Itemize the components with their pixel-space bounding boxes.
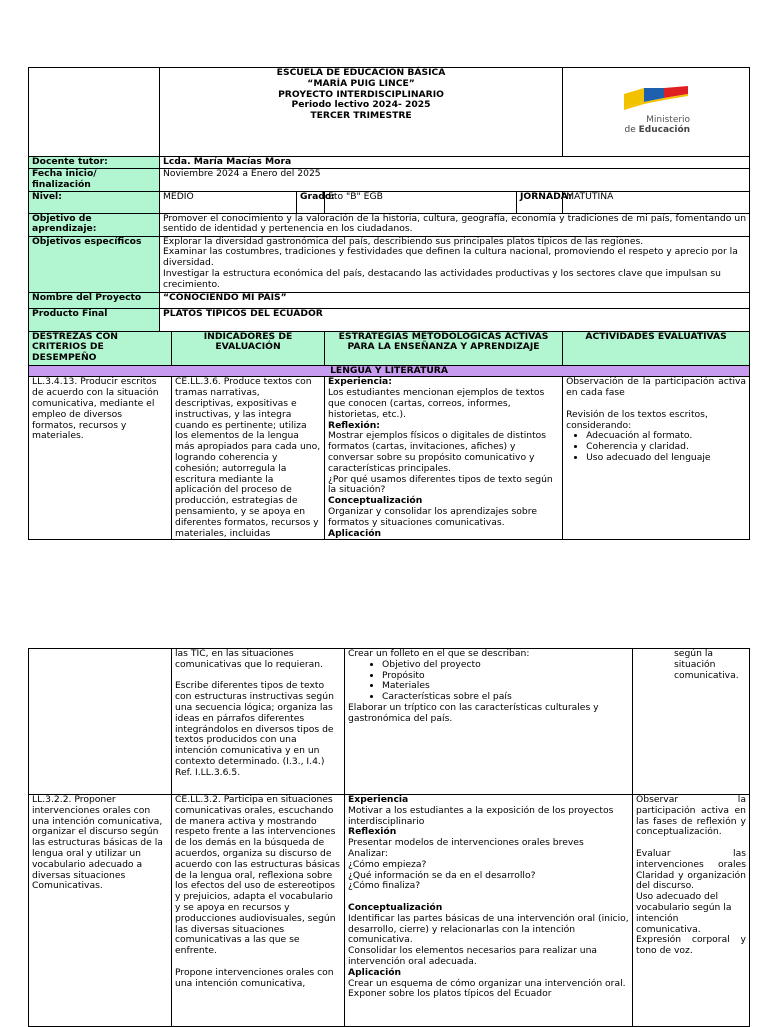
row1b-estr-list [348, 660, 629, 703]
especificos-value [160, 236, 750, 292]
school-name: “MARÍA PUIG LINCE” [307, 77, 415, 89]
row2-apl-text2: Exponer sobre los platos típicos del Ecuador [348, 988, 552, 1000]
row2-estrategias [345, 795, 633, 1027]
row2-destreza: LL.3.2.2. Proponer intervenciones orales con una intención comunicativa, organizar el discurso según las estructuras básicas de la lengua oral y utilizar un vocabulario adecuado a diversas situaciones Comunicativas. [29, 795, 172, 1027]
ministry-logo-word: Educación [638, 124, 691, 135]
planning-table-page2 [28, 648, 750, 1027]
term-label: TERCER TRIMESTRE [310, 110, 412, 122]
row2-con-text1: Identificar las partes básicas de una intervención oral (inicio, desarrollo, cierre) y relacionarlas con la intención comunicativa. [348, 912, 629, 946]
row1-apl-label: Aplicación [328, 527, 382, 539]
row1b-indicador-2: Escribe diferentes tipos de texto con estructuras instructivas según una secuencia lógica; organiza las ideas en párrafos diferentes integrándolos en diversos tipos de textos producidos con una intención comunicativa y en un contexto determinado. (I.3., I.4.) Ref. I.LL.3.6.5. [175, 680, 334, 778]
row2-apl-label: Aplicación [348, 966, 402, 978]
ministry-flag-icon [618, 86, 694, 112]
row1-exp-text: Los estudiantes mencionan ejemplos de textos que conocen (cartas, correos, informes, historietas, etc.). [328, 387, 545, 420]
row2-ref-analizar: Analizar: [348, 847, 389, 859]
jornada-value: MATUTINA [563, 191, 750, 213]
row1b-estrategias [345, 649, 633, 795]
row2-con-label: Conceptualización [348, 901, 443, 913]
objetivo-value: Promover el conocimiento y la valoración de la historia, cultura, geografía, economía y tradiciones de mi país, fomentando un sentido de identidad y pertenencia en los ciudadanos. [160, 213, 750, 236]
school-period: Periodo lectivo 2024- 2025 [291, 99, 431, 111]
row1b-estr-bullet: • Características sobre el país [382, 692, 629, 703]
especifico-1: Explorar la diversidad gastronómica del país, describiendo sus principales platos típicos de las regiones. [163, 235, 644, 247]
planning-table-page1 [28, 67, 750, 540]
producto-label: Producto Final [29, 308, 160, 331]
header-title-block [160, 68, 563, 157]
row1b-estr-bullet: • Objetivo del proyecto [382, 660, 629, 671]
jornada-label: JORNADA: [517, 191, 563, 213]
page-gap [0, 540, 768, 646]
row1-actividades [563, 377, 750, 540]
row2-actividades [633, 795, 750, 1027]
row1-destreza: LL.3.4.13. Producir escritos de acuerdo con la situación comunicativa, mediante el empleo de diversos formatos, recursos y materiales. [29, 377, 172, 540]
row1-con-label: Conceptualización [328, 495, 423, 507]
row1-act-bullet: • Uso adecuado del lenguaje [586, 453, 746, 464]
especifico-2: Examinar las costumbres, tradiciones y festividades que definen la cultura nacional, promoviendo el respeto y aprecio por la diversidad. [163, 246, 738, 269]
row1-estrategias [325, 377, 563, 540]
row2-ref-text: Presentar modelos de intervenciones orales breves [348, 837, 584, 849]
row1-act-1: Observación de la participación activa en cada fase [566, 376, 747, 399]
project-type: PROYECTO INTERDISCIPLINARIO [278, 88, 444, 100]
fecha-label: Fecha inicio/ finalización [29, 169, 160, 192]
proyecto-label: Nombre del Proyecto [29, 292, 160, 308]
row2-indicador-2: Propone intervenciones orales con una intención comunicativa, [175, 966, 334, 989]
row2-act-3: Uso adecuado del vocabulario según la intención comunicativa. [636, 891, 732, 935]
row2-indicador [172, 795, 345, 1027]
proyecto-value: “CONOCIENDO MI PAIS” [160, 292, 750, 308]
row2-exp-label: Experiencia [348, 794, 409, 805]
docente-value: Lcda. María Macías Mora [160, 157, 750, 169]
nivel-label: Nivel: [29, 191, 160, 213]
row1b-indicador-1: las TIC, en las situaciones comunicativas que lo requieran. [175, 648, 323, 670]
ministry-logo-cell [563, 68, 750, 157]
grado-label: Grado: [297, 191, 325, 213]
row1b-act-tail: según la situación comunicativa. [674, 648, 739, 681]
row1b-estr-bullet: • Materiales [382, 681, 629, 692]
objetivo-label: Objetivo de aprendizaje: [29, 213, 160, 236]
fecha-value: Noviembre 2024 a Enero del 2025 [160, 169, 750, 192]
row1b-indicador [172, 649, 345, 795]
ministry-logo-line2 [618, 125, 694, 135]
row2-ref-label: Reflexión [348, 826, 397, 838]
row2-ref-q3: ¿Cómo finaliza? [348, 880, 421, 892]
row1-act-bullet: • Adecuación al formato. [586, 431, 746, 442]
row1-ref-text: Mostrar ejemplos físicos o digitales de distintos formatos (cartas, invitaciones, afiches) y conversar sobre su propósito comunicativo y características principales. [328, 430, 547, 474]
row2-apl-text1: Crear un esquema de cómo organizar una intervención oral. [348, 977, 626, 989]
row2-exp-text: Motivar a los estudiantes a la exposición de los proyectos interdisciplinario [348, 804, 614, 827]
row1-act-bullet: • Coherencia y claridad. [586, 442, 746, 453]
row1b-actividades [633, 649, 750, 795]
row1b-destreza [29, 649, 172, 795]
row2-ref-q1: ¿Cómo empieza? [348, 858, 427, 870]
school-type: ESCUELA DE EDUCACION BÁSICA [276, 67, 446, 78]
col-header-estrategias: ESTRATEGIAS METODOLOGICAS ACTIVAS PARA LA ENSEÑANZA Y APRENDIZAJE [325, 331, 563, 365]
docente-label: Docente tutor: [29, 157, 160, 169]
row1-ref-label: Reflexión: [328, 419, 380, 431]
nivel-value: MEDIO [160, 191, 297, 213]
row1b-estr-bullet: • Propósito [382, 671, 629, 682]
grado-value: 5to "B" EGB [325, 191, 517, 213]
row2-act-2: Evaluar las intervenciones orales Claridad y organización del discurso. [636, 847, 746, 892]
ministry-logo-prefix: de [624, 124, 639, 135]
row1-con-text: Organizar y consolidar los aprendizajes sobre formatos y situaciones comunicativas. [328, 505, 537, 528]
especificos-label: Objetivos específicos [29, 236, 160, 292]
row2-indicador-1: CE.LL.3.2. Participa en situaciones comunicativas orales, escuchando de manera activa y mostrando respeto frente a las intervenciones de los demás en la búsqueda de acuerdos, organiza su discurso de acuerdo con las estructuras básicas de la lengua oral, reflexiona sobre los efectos del uso de estereotipos y prejuicios, adapta el vocabulario y se apoya en recursos y producciones audiovisuales, según las diversas situaciones comunicativas a las que se enfrente. [175, 794, 340, 957]
row2-act-4: Expresión corporal y tono de voz. [636, 934, 746, 957]
especifico-3: Investigar la estructura económica del país, destacando las actividades productivas y los sectores clave que impulsan su crecimiento. [163, 267, 721, 290]
row2-con-text2: Consolidar los elementos necesarios para realizar una intervención oral adecuada. [348, 945, 598, 967]
row1-ref-question: ¿Por qué usamos diferentes tipos de texto según la situación? [328, 473, 553, 496]
col-header-actividades: ACTIVIDADES EVALUATIVAS [563, 331, 750, 365]
col-header-destrezas: DESTREZAS CON CRITERIOS DE DESEMPEÑO [29, 331, 172, 365]
row2-ref-q2: ¿Qué información se da en el desarrollo? [348, 869, 536, 881]
row1-act-list [566, 431, 746, 463]
ministry-logo [618, 86, 694, 138]
row1-act-2: Revisión de los textos escritos, considerando: [566, 408, 708, 431]
row2-act-1: Observar la participación activa en las fases de reflexión y conceptualización. [636, 794, 746, 838]
header-blank-cell [29, 68, 160, 157]
ministry-logo-line1: Ministerio [646, 114, 691, 125]
col-header-indicadores: INDICADORES DE EVALUACIÓN [172, 331, 325, 365]
row1b-estr-tail: Elaborar un tríptico con las características culturales y gastronómica del país. [348, 701, 599, 724]
row1-indicador: CE.LL.3.6. Produce textos con tramas narrativas, descriptivas, expositivas e instructivas, y las integra cuando es pertinente; utiliza los elementos de la lengua más apropiados para cada uno, logrando coherencia y cohesión; autorregula la escritura mediante la aplicación del proceso de producción, estrategias de pensamiento, y se apoya en diferentes formatos, recursos y materiales, incluidas [172, 377, 325, 540]
subject-bar: LENGUA Y LITERATURA [29, 365, 750, 377]
producto-value: PLATOS TIPICOS DEL ECUADOR [160, 308, 750, 331]
row1b-estr-intro: Crear un folleto en el que se describan: [348, 648, 530, 659]
row1-exp-label: Experiencia: [328, 376, 392, 388]
